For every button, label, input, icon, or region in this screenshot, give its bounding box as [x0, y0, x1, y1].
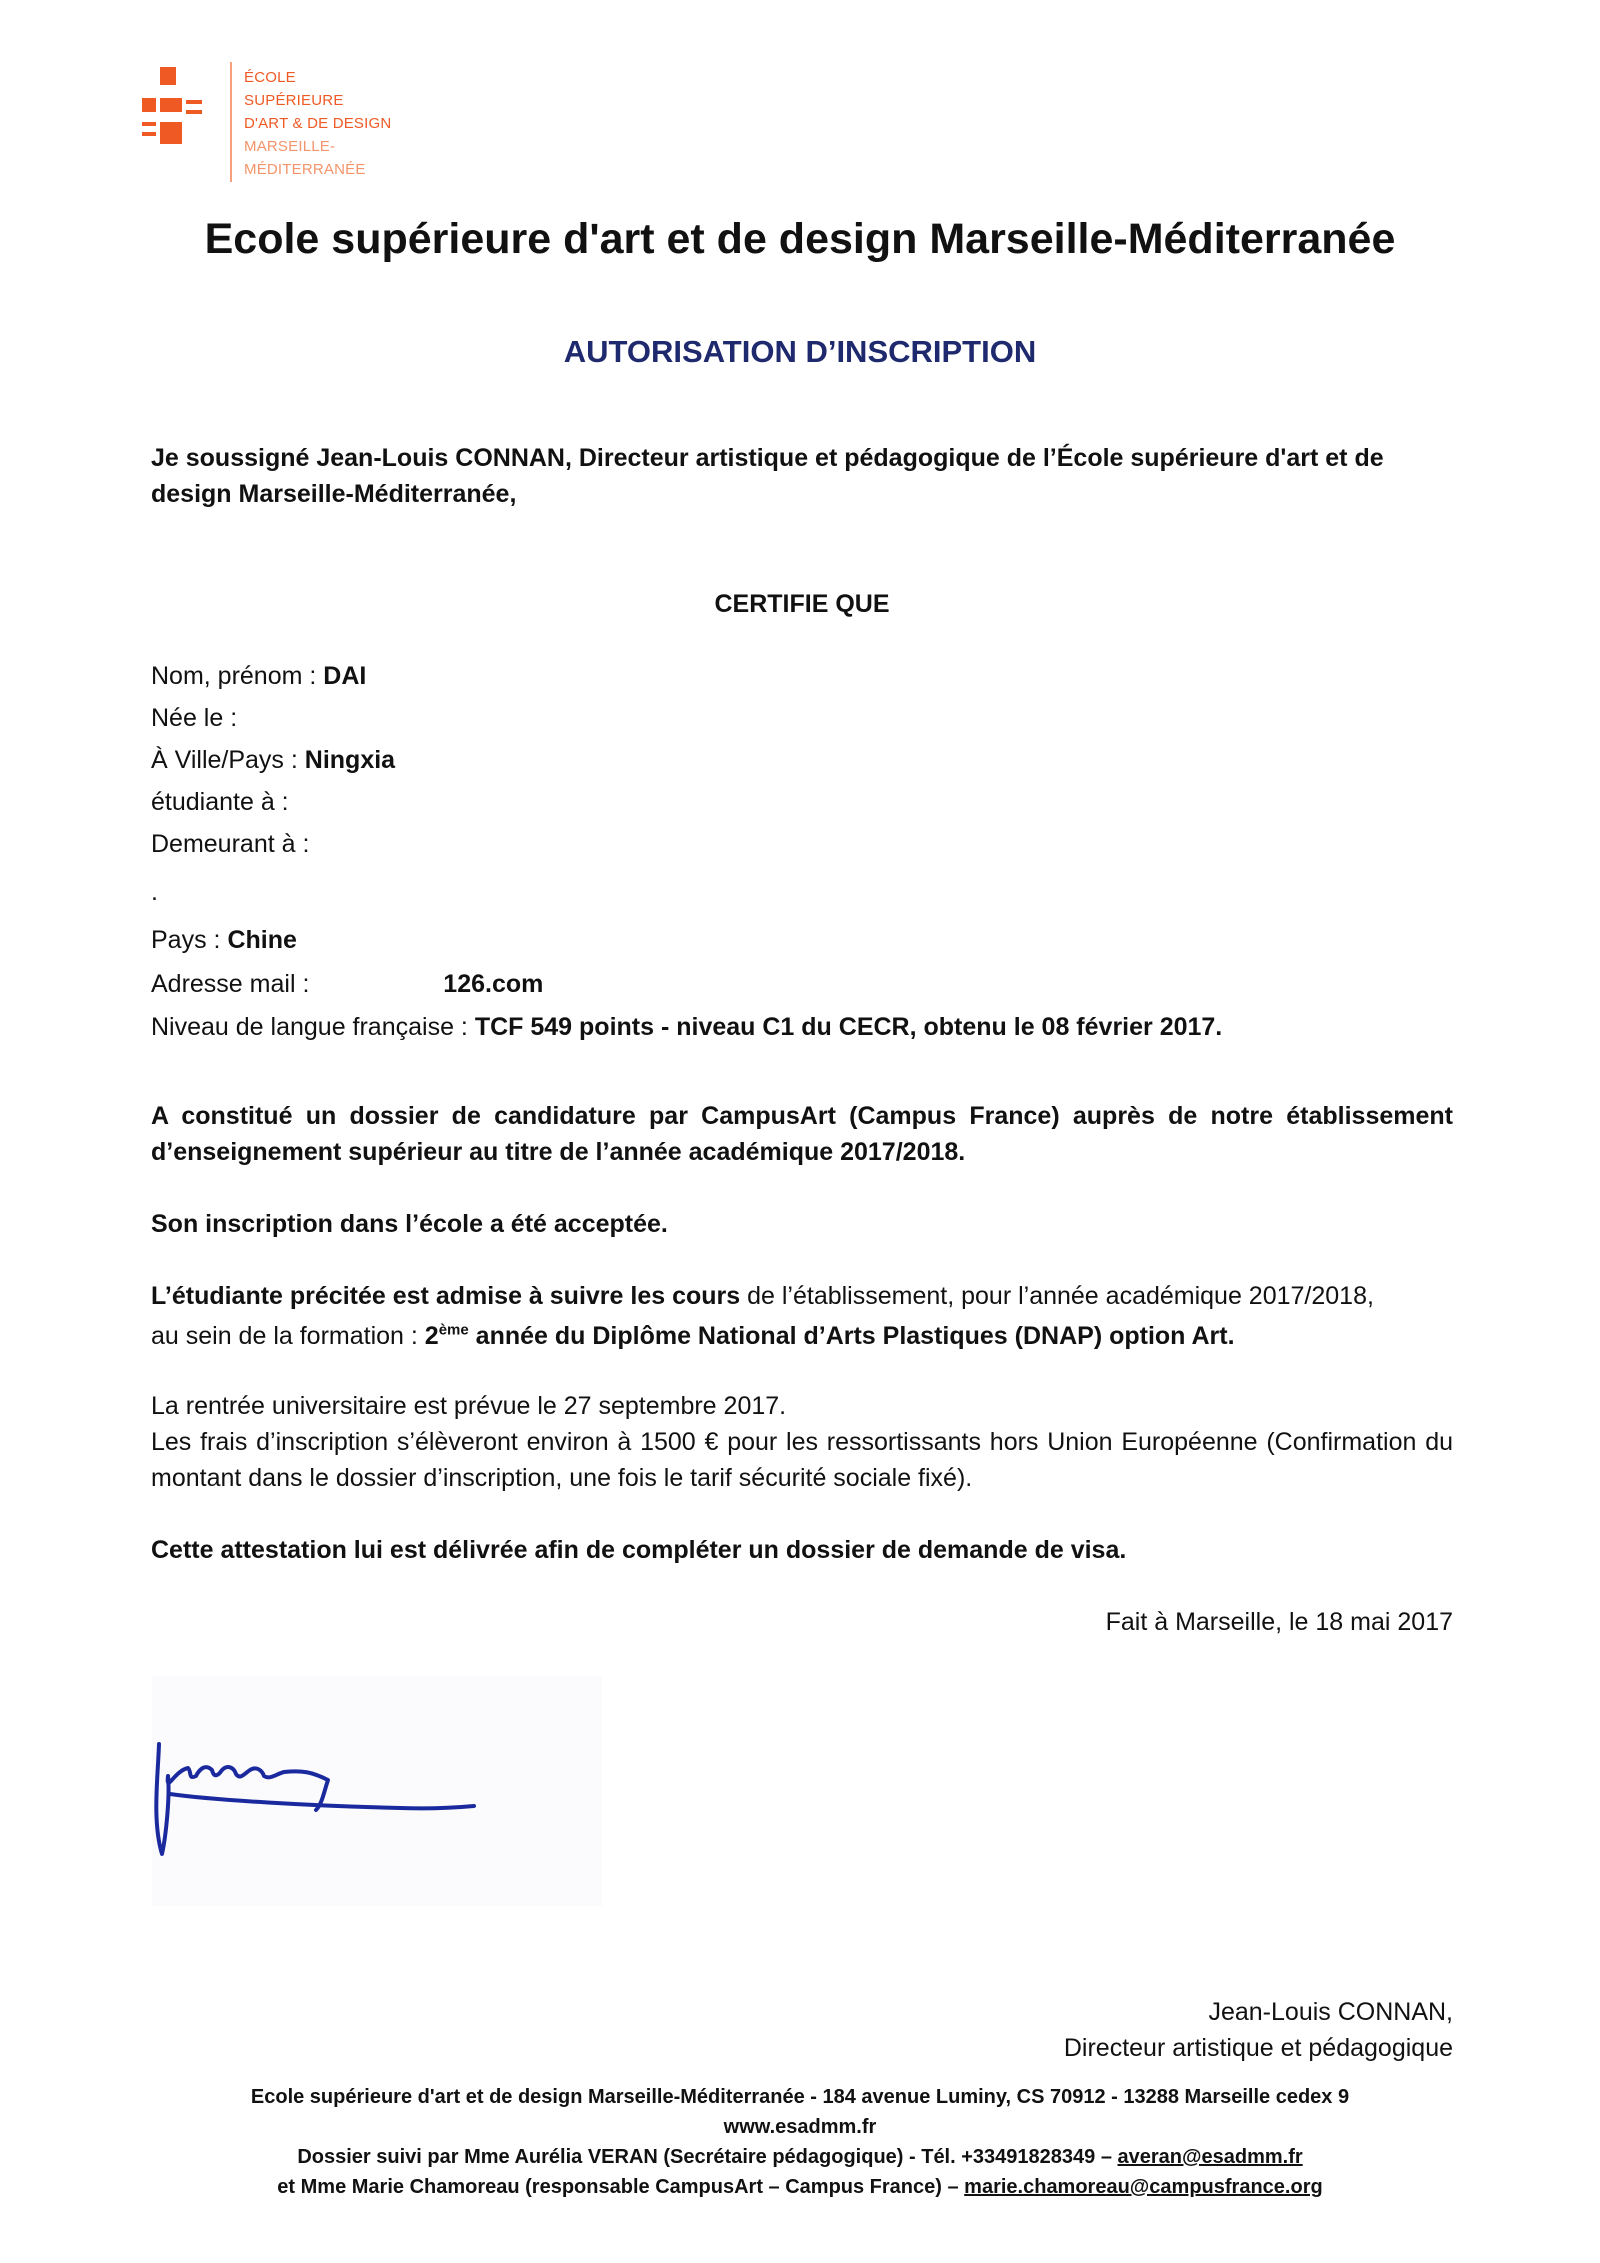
field-label: Adresse mail :	[151, 970, 310, 998]
field-label: Niveau de langue française :	[151, 1013, 468, 1041]
logo-line: MÉDITERRANÉE	[244, 161, 366, 178]
formation-num: 2	[424, 1322, 439, 1350]
intro-line: Je soussigné Jean-Louis CONNAN, Directeur artistique et pédagogique de l’École supérieure d'art et de	[151, 444, 1384, 472]
field-nom	[151, 658, 366, 694]
school-title: Ecole supérieure d'art et de design Marseille-Méditerranée	[204, 215, 1396, 263]
field-demeurant	[151, 826, 309, 862]
intro-line: design Marseille-Méditerranée,	[151, 480, 517, 508]
field-label: Née le :	[151, 704, 238, 732]
field-dot: .	[151, 878, 158, 906]
footer-marie-text: et Mme Marie Chamoreau (responsable CampusArt – Campus France) –	[277, 2176, 965, 2198]
field-ville	[151, 742, 395, 778]
field-niveau	[151, 1009, 1222, 1045]
footer-marie	[0, 2172, 1600, 2202]
signature-image	[152, 1676, 602, 1906]
field-etudiante	[151, 784, 289, 820]
logo-line: ÉCOLE	[244, 69, 296, 86]
field-value: Chine	[227, 926, 297, 954]
field-label: Nom, prénom :	[151, 662, 317, 690]
school-logo	[138, 62, 418, 187]
field-label: Pays :	[151, 926, 221, 954]
field-value: TCF 549 points - niveau C1 du CECR, obtenu le 08 février 2017.	[474, 1013, 1223, 1041]
intro-paragraph	[151, 440, 1453, 512]
document-title: AUTORISATION D’INSCRIPTION	[563, 334, 1037, 369]
footer-suivi-email-link[interactable]: averan@esadmm.fr	[1117, 2146, 1303, 2168]
admise-rest: de l’établissement, pour l’année académique 2017/2018,	[740, 1282, 1374, 1310]
logo-line: D'ART & DE DESIGN	[244, 115, 392, 132]
field-nee	[151, 700, 237, 736]
field-label: étudiante à :	[151, 788, 289, 816]
date-place: Fait à Marseille, le 18 mai 2017	[1105, 1608, 1453, 1636]
formation-line	[151, 1318, 1453, 1354]
formation-sup: ème	[438, 1321, 469, 1339]
formation-label: au sein de la formation :	[151, 1322, 425, 1350]
acceptee-paragraph: Son inscription dans l’école a été acceptée.	[151, 1210, 668, 1238]
dossier-paragraph: A constitué un dossier de candidature par CampusArt (Campus France) auprès de notre établissement d’enseignement supérieur au titre de l’année académique 2017/2018.	[151, 1102, 1453, 1166]
footer-website: www.esadmm.fr	[723, 2116, 877, 2138]
footer-suivi	[0, 2142, 1600, 2172]
admise-bold: L’étudiante précitée est admise à suivre les cours	[151, 1282, 741, 1310]
footer-address: Ecole supérieure d'art et de design Marseille-Méditerranée - 184 avenue Luminy, CS 70912 - 13288 Marseille cedex 9	[250, 2086, 1350, 2108]
field-label: À Ville/Pays :	[151, 746, 298, 774]
signature-icon	[152, 1676, 602, 1906]
signatory-role: Directeur artistique et pédagogique	[1063, 2034, 1453, 2062]
field-value: 126.com	[443, 970, 544, 998]
attestation-paragraph: Cette attestation lui est délivrée afin de compléter un dossier de demande de visa.	[151, 1536, 1127, 1564]
logo-line: MARSEILLE-	[244, 138, 336, 155]
footer-marie-email-link[interactable]: marie.chamoreau@campusfrance.org	[964, 2176, 1323, 2198]
field-label: Demeurant à :	[151, 830, 310, 858]
logo-text	[244, 66, 391, 181]
signatory-name: Jean-Louis CONNAN,	[1208, 1998, 1453, 2026]
rentree-paragraph: La rentrée universitaire est prévue le 27 septembre 2017.	[151, 1392, 787, 1420]
frais-paragraph: Les frais d’inscription s’élèveront environ à 1500 € pour les ressortissants hors Union Européenne (Confirmation du montant dans le dossier d’inscription, une fois le tarif sécurité sociale fixé).	[151, 1428, 1453, 1492]
footer-suivi-text: Dossier suivi par Mme Aurélia VERAN (Secrétaire pédagogique) - Tél. +33491828349 –	[297, 2146, 1118, 2168]
field-value: DAI	[323, 662, 367, 690]
formation-rest: année du Diplôme National d’Arts Plastiques (DNAP) option Art.	[468, 1322, 1235, 1350]
admise-line	[151, 1278, 1453, 1314]
logo-mark-icon	[138, 62, 202, 162]
admise-paragraph	[151, 1278, 1453, 1354]
field-value: Ningxia	[304, 746, 396, 774]
certifie-heading: CERTIFIE QUE	[714, 590, 890, 618]
logo-line: SUPÉRIEURE	[244, 92, 344, 109]
field-mail	[151, 966, 543, 1002]
field-pays	[151, 922, 297, 958]
logo-divider	[230, 62, 232, 182]
